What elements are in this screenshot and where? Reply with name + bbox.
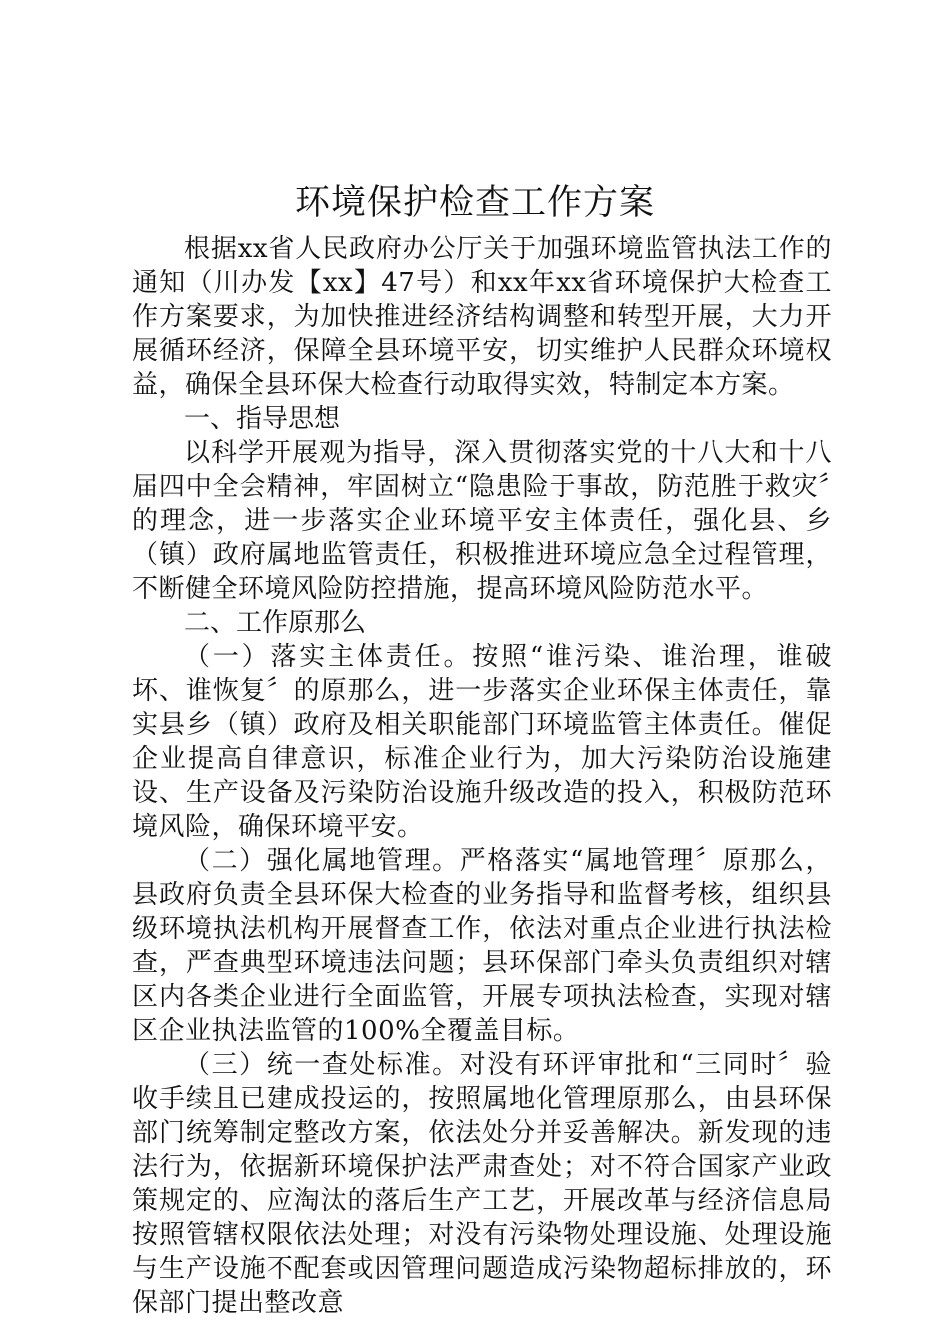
principle-2-paragraph: （二）强化属地管理。严格落实“属地管理〞原那么，县政府负责全县环保大检查的业务指导和监督考核，组织县级环境执法机构开展督查工作，依法对重点企业进行执法检查，严查典型环境违法问题；县环保部门牵头负责组织对辖区内各类企业进行全面监管，开展专项执法检查，实现对辖区企业执法监管的100%全覆盖目标。 (132, 846, 832, 1046)
principle-3-paragraph: （三）统一查处标准。对没有环评审批和“三同时〞验收手续且已建成投运的，按照属地化管理原那么，由县环保部门统筹制定整改方案，依法处分并妥善解决。新发现的违法行为，依据新环境保护法严肃查处；对不符合国家产业政策规定的、应淘汰的落后生产工艺，开展改革与经济信息局按照管辖权限依法处理；对没有污染物处理设施、处理设施与生产设施不配套或因管理问题造成污染物超标排放的，环保部门提出整改意 (132, 1050, 832, 1318)
guiding-thought-paragraph: 以科学开展观为指导，深入贯彻落实党的十八大和十八届四中全会精神，牢固树立“隐患险于事故，防范胜于救灾〞的理念，进一步落实企业环境平安主体责任，强化县、乡（镇）政府属地监管责任，积极推进环境应急全过程管理，不断健全环境风险防控措施，提高环境风险防范水平。 (132, 438, 832, 604)
principle-1-paragraph: （一）落实主体责任。按照“谁污染、谁治理，谁破坏、谁恢复〞的原那么，进一步落实企业环保主体责任，靠实县乡（镇）政府及相关职能部门环境监管主体责任。催促企业提高自律意识，标准企业行为，加大污染防治设施建设、生产设备及污染防治设施升级改造的投入，积极防范环境风险，确保环境平安。 (132, 642, 832, 842)
document-title: 环境保护检查工作方案 (294, 183, 655, 223)
document-body (132, 232, 832, 1320)
intro-paragraph: 根据xx省人民政府办公厅关于加强环境监管执法工作的通知（川办发【xx】47号）和xx年xx省环境保护大检查工作方案要求，为加快推进经济结构调整和转型开展，大力开展循环经济，保障全县环境平安，切实维护人民群众环境权益，确保全县环保大检查行动取得实效，特制定本方案。 (132, 234, 832, 400)
section-heading-work-principles: 二、工作原那么 (184, 608, 367, 638)
section-heading-guiding-thought: 一、指导思想 (184, 404, 341, 434)
